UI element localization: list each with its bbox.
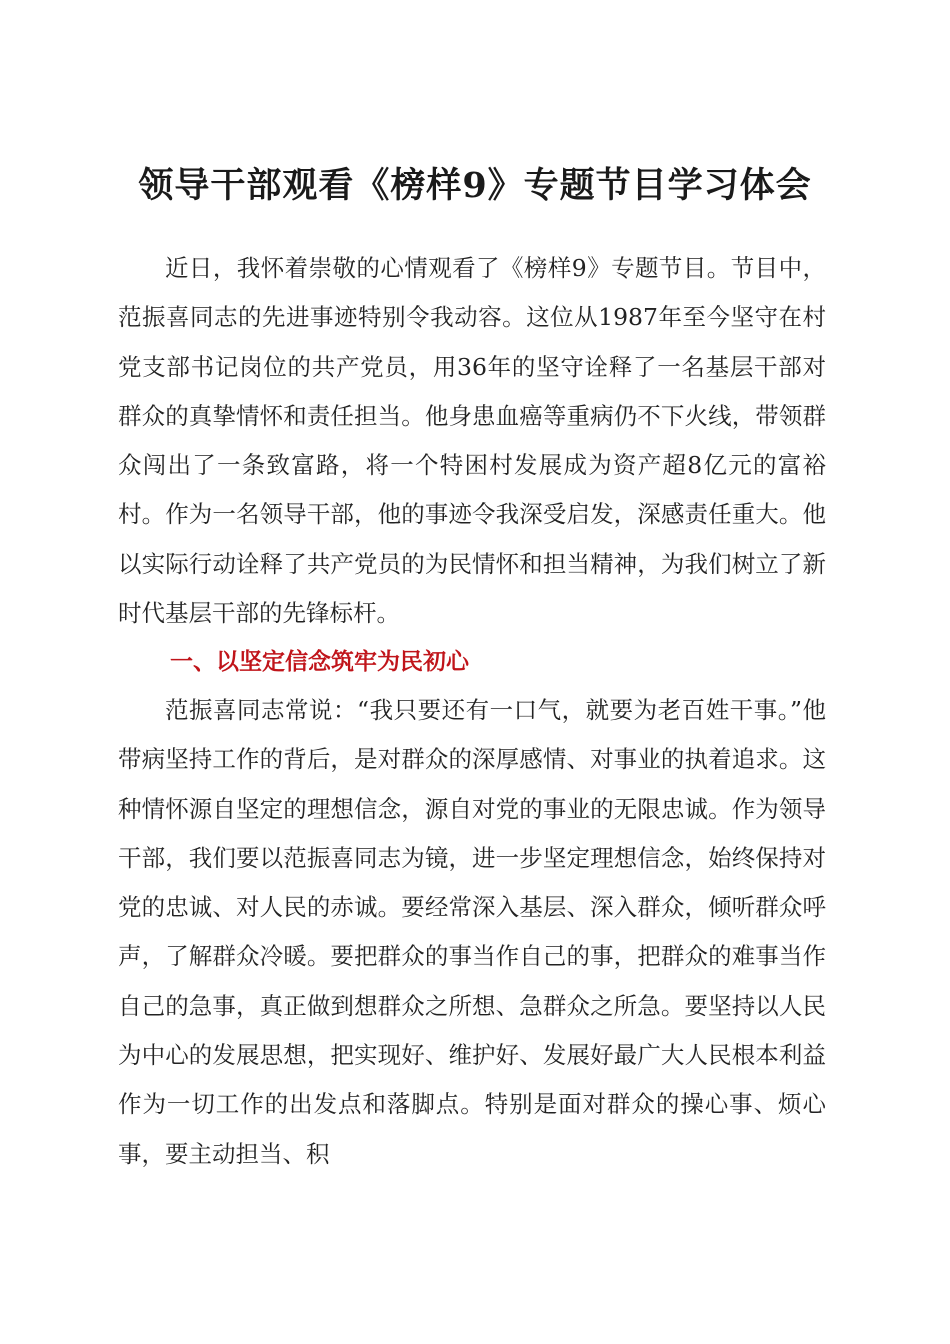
paragraph-section-one: 范振喜同志常说：“我只要还有一口气，就要为老百姓干事。”他带病坚持工作的背后，是对群众的深厚感情、对事业的执着追求。这种情怀源自坚定的理想信念，源自对党的事业的无限忠诚。作为领导干部，我们要以范振喜同志为镜，进一步坚定理想信念，始终保持对党的忠诚、对人民的赤诚。要经常深入基层、深入群众，倾听群众呼声，了解群众冷暖。要把群众的事当作自己的事，把群众的难事当作自己的急事，真正做到想群众之所想、急群众之所急。要坚持以人民为中心的发展思想，把实现好、维护好、发展好最广大人民根本利益作为一切工作的出发点和落脚点。特别是面对群众的操心事、烦心事，要主动担当、积	[118, 696, 826, 1168]
section-heading: 一、以坚定信念筑牢为民初心	[170, 649, 469, 675]
paragraph-intro: 近日，我怀着崇敬的心情观看了《榜样9》专题节目。节目中，范振喜同志的先进事迹特别令我动容。这位从1987年至今坚守在村党支部书记岗位的共产党员，用36年的坚守诠释了一名基层干部对群众的真挚情怀和责任担当。他身患血癌等重病仍不下火线，带领群众闯出了一条致富路，将一个特困村发展成为资产超8亿元的富裕村。作为一名领导干部，他的事迹令我深受启发，深感责任重大。他以实际行动诠释了共产党员的为民情怀和担当精神，为我们树立了新时代基层干部的先锋标杆。	[118, 254, 826, 628]
document-title: 领导干部观看《榜样9》专题节目学习体会	[138, 165, 812, 206]
